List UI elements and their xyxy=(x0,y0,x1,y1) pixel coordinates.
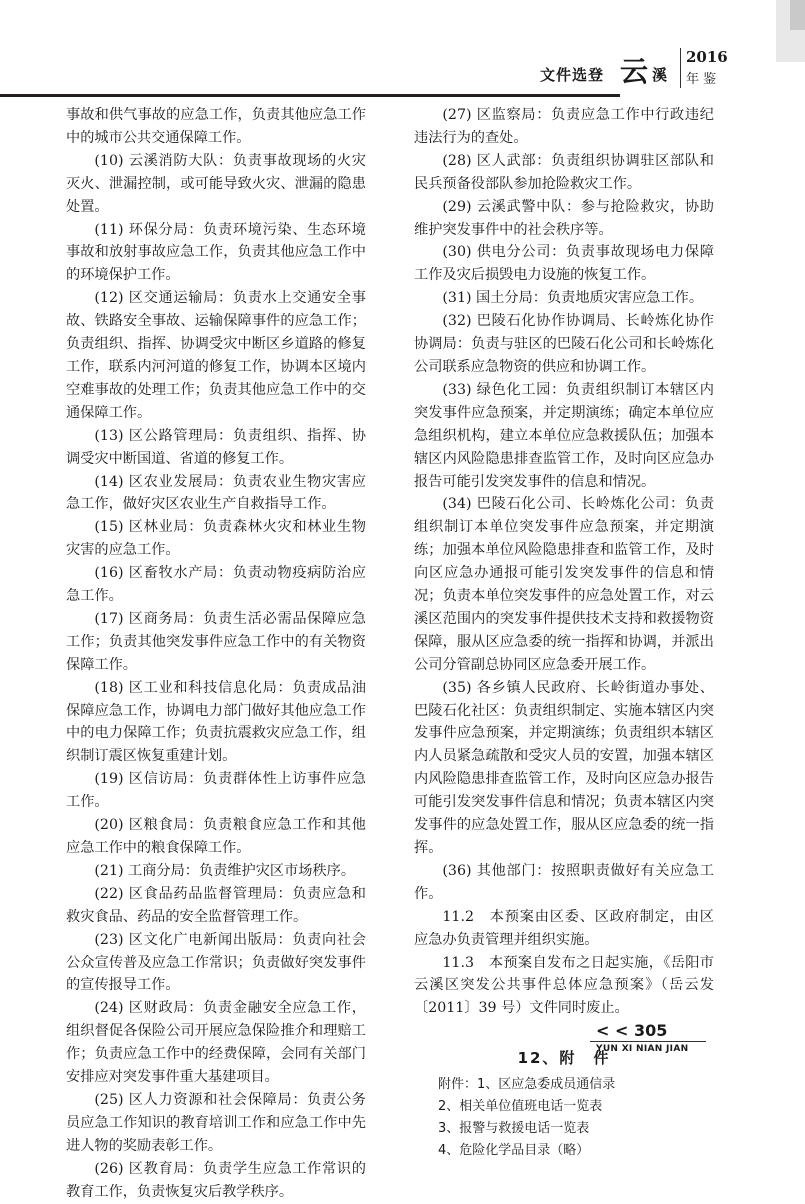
paragraph: (26) 区教育局：负责学生应急工作常识的教育工作，负责恢复灾后教学秩序。 xyxy=(66,1160,366,1200)
paragraph: (21) 工商分局：负责维护灾区市场秩序。 xyxy=(94,862,356,879)
attachment-item: 3、报警与救援电话一览表 xyxy=(438,1121,590,1137)
paragraph: (33) 绿色化工园：负责组织制订本辖区内突发事件应急预案，并定期演练；确定本单位应急组织机构，建立本单位应急救援队伍；加强本辖区内风险隐患排查监管工作，及时向区应急办报告可能引发突发事件的信息和情况。 xyxy=(414,381,714,490)
paragraph: (23) 区文化广电新闻出版局：负责向社会公众宣传普及应急工作常识；负责做好突发事件的宣传报导工作。 xyxy=(66,931,366,994)
paragraph: (11) 环保分局：负责环境污染、生态环境事故和放射事故应急工作，负责其他应急工作中的环境保护工作。 xyxy=(66,221,366,284)
paragraph: (29) 云溪武警中队：参与抢险救灾，协助维护突发事件中的社会秩序等。 xyxy=(414,198,714,238)
paragraph: (13) 区公路管理局：负责组织、指挥、协调受灾中断国道、省道的修复工作。 xyxy=(66,427,366,467)
header-year: 2016 xyxy=(686,48,728,66)
page-edge-tab-dark xyxy=(790,0,805,30)
paragraph: (36) 其他部门：按照职责做好有关应急工作。 xyxy=(414,862,714,902)
paragraph: (16) 区畜牧水产局：负责动物疫病防治应急工作。 xyxy=(66,565,366,605)
right-column xyxy=(414,104,714,1162)
header-logo-xi: 溪 xyxy=(652,66,668,84)
paragraph: (31) 国土分局：负责地质灾害应急工作。 xyxy=(442,290,704,307)
paragraph: (15) 区林业局：负责森林火灾和林业生物灾害的应急工作。 xyxy=(66,519,366,559)
header-nianjian: 年 鉴 xyxy=(686,72,717,87)
paragraph: (10) 云溪消防大队：负责事故现场的火灾灭火、泄漏控制，或可能导致火灾、泄漏的隐患处置。 xyxy=(66,152,366,215)
page-number: < < 305 xyxy=(596,1021,668,1040)
paragraph: 11.2 本预案由区委、区政府制定，由区应急办负责管理并组织实施。 xyxy=(414,908,714,948)
attachment-list xyxy=(414,1074,714,1162)
attachment-item: 附件：1、区应急委成员通信录 xyxy=(438,1077,616,1093)
paragraph: (32) 巴陵石化协作协调局、长岭炼化协作协调局：负责与驻区的巴陵石化公司和长岭炼化公司联系应急物资的供应和协调工作。 xyxy=(414,313,714,375)
paragraph: (34) 巴陵石化公司、长岭炼化公司：负责组织制订本单位突发事件应急预案，并定期演练；加强本单位风险隐患排查和监管工作，及时向区应急办通报可能引发突发事件的信息和情况；负责本单位突发事件的应急处置工作，对云溪区范围内的突发事件提供技术支持和救援物资保障，服从区应急委的统一指挥和协调，并派出公司分管副总协同区应急委开展工作。 xyxy=(414,496,714,673)
paragraph: 11.3 本预案自发布之日起实施，《岳阳市云溪区突发公共事件总体应急预案》（岳云发〔2011〕39 号）文件同时废止。 xyxy=(414,954,714,1017)
attachment-item: 2、相关单位值班电话一览表 xyxy=(438,1099,603,1115)
footer-rule xyxy=(590,1041,706,1042)
paragraph: (22) 区食品药品监督管理局：负责应急和救灾食品、药品的安全监督管理工作。 xyxy=(66,885,366,925)
section-12-title: 12、附 件 xyxy=(517,1049,611,1068)
footer-english-title: YUN XI NIAN JIAN xyxy=(596,1044,689,1054)
paragraph: (19) 区信访局：负责群体性上访事件应急工作。 xyxy=(66,771,366,811)
attachment-item: 4、危险化学品目录（略） xyxy=(438,1143,590,1159)
header-section-title: 文件选登 xyxy=(540,66,605,84)
paragraph: (27) 区监察局：负责应急工作中行政违纪违法行为的查处。 xyxy=(414,107,714,146)
paragraph: (24) 区财政局：负责金融安全应急工作，组织督促各保险公司开展应急保险推介和理赔工作；负责应急工作中的经费保障，会同有关部门安排应对突发事件重大基建项目。 xyxy=(66,1000,366,1086)
header-divider xyxy=(680,48,681,88)
paragraph: 事故和供气事故的应急工作，负责其他应急工作中的城市公共交通保障工作。 xyxy=(66,107,366,146)
paragraph: (30) 供电分公司：负责事故现场电力保障工作及灾后损毁电力设施的恢复工作。 xyxy=(414,244,714,284)
header-logo-yun: 云 xyxy=(620,55,649,88)
paragraph: (25) 区人力资源和社会保障局：负责公务员应急工作知识的教育培训工作和应急工作中先进人物的奖励表彰工作。 xyxy=(66,1091,366,1154)
paragraph: (12) 区交通运输局：负责水上交通安全事故、铁路安全事故、运输保障事件的应急工作；负责组织、指挥、协调受灾中断区乡道路的修复工作，联系内河河道的修复工作，协调本区境内空难事故的处理工作；负责其他应急工作中的交通保障工作。 xyxy=(66,290,366,421)
right-column-paragraphs xyxy=(414,104,714,1020)
paragraph: (18) 区工业和科技信息化局：负责成品油保障应急工作，协调电力部门做好其他应急工作中的电力保障工作；负责抗震救灾应急工作，组织制订震区恢复重建计划。 xyxy=(66,679,366,765)
left-column xyxy=(66,104,366,1204)
paragraph: (14) 区农业发展局：负责农业生物灾害应急工作，做好灾区农业生产自救指导工作。 xyxy=(66,473,366,513)
header-rule xyxy=(0,94,620,97)
paragraph: (35) 各乡镇人民政府、长岭街道办事处、巴陵石化社区：负责组织制定、实施本辖区内突发事件应急预案，并定期演练；负责组织本辖区内人员紧急疏散和受灾人员的安置，加强本辖区内风险隐患排查监管工作，及时向区应急办报告可能引发突发事件信息和情况；负责本辖区内突发事件的应急处置工作，服从区应急委的统一指挥。 xyxy=(414,679,714,856)
paragraph: (17) 区商务局：负责生活必需品保障应急工作；负责其他突发事件应急工作中的有关物资保障工作。 xyxy=(66,610,366,673)
paragraph: (28) 区人武部：负责组织协调驻区部队和民兵预备役部队参加抢险救灾工作。 xyxy=(414,152,714,192)
paragraph: (20) 区粮食局：负责粮食应急工作和其他应急工作中的粮食保障工作。 xyxy=(66,817,366,856)
